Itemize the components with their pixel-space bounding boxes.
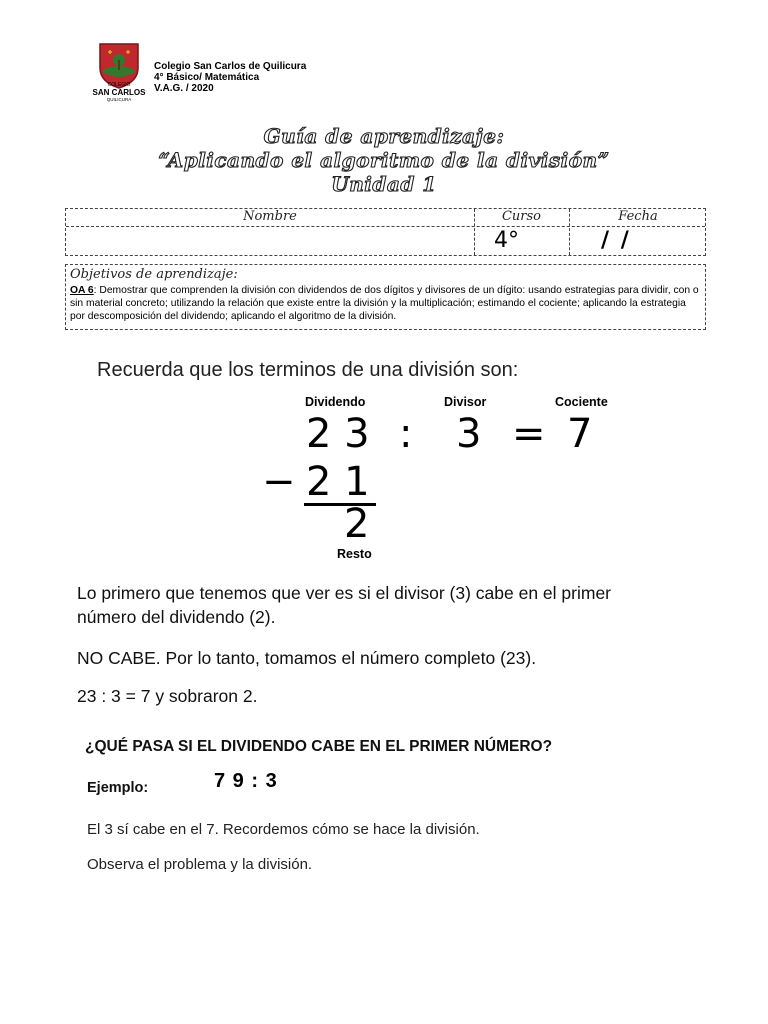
initials-year: V.A.G. / 2020 [154, 83, 214, 94]
course-header: Curso [501, 209, 542, 224]
name-field[interactable] [66, 227, 474, 255]
remainder-label: Resto [337, 547, 372, 561]
example-label: Ejemplo: [87, 780, 149, 796]
school-logo [88, 42, 150, 106]
worksheet-title [0, 124, 768, 196]
title-line-3: Unidad 1 [331, 172, 437, 196]
dividend-value: 2 3 [306, 411, 370, 457]
student-info-table [65, 208, 706, 256]
explanation-paragraph-1 [77, 581, 611, 629]
name-header: Nombre [243, 209, 297, 224]
quotient-label: Cociente [555, 395, 608, 409]
quotient-value: 7 [567, 411, 593, 457]
explanation-paragraph-2: NO CABE. Por lo tanto, tomamos el número completo (23). [77, 648, 537, 668]
terms-heading: Recuerda que los terminos de una división son: [97, 359, 519, 381]
minus-sign: − [262, 459, 296, 505]
explanation-line: Lo primero que tenemos que ver es si el divisor (3) cabe en el primer [77, 583, 611, 603]
school-name: Colegio San Carlos de Quilicura [154, 61, 307, 72]
divisor-value: 3 [456, 411, 482, 457]
section-heading: ¿QUÉ PASA SI EL DIVIDENDO CABE EN EL PRIMER NÚMERO? [85, 738, 553, 755]
school-header [154, 61, 306, 94]
explanation-paragraph-3: 23 : 3 = 7 y sobraron 2. [77, 686, 258, 706]
logo-text-main: SAN CARLOS [92, 88, 146, 97]
observe-instruction: Observa el problema y la división. [87, 856, 313, 873]
logo-text-bottom: QUILICURA [106, 97, 132, 102]
equals-sign: = [512, 411, 546, 457]
title-line-1: Guía de aprendizaje: [263, 124, 505, 148]
example-explanation: El 3 sí cabe en el 7. Recordemos cómo se hace la división. [87, 821, 480, 838]
example-expression: 7 9 : 3 [214, 770, 278, 792]
dividend-label: Dividendo [305, 395, 366, 409]
explanation-line: número del dividendo (2). [77, 607, 276, 627]
objective-code: OA 6 [70, 285, 94, 296]
objectives-box [65, 264, 706, 330]
subtrahend-value: 2 1 [306, 459, 370, 505]
course-field[interactable]: 4° [494, 228, 519, 253]
divisor-label: Divisor [444, 395, 487, 409]
logo-text-top: COLEGIO [107, 82, 131, 88]
objectives-text [70, 284, 701, 323]
title-line-2: “Aplicando el algoritmo de la división” [158, 148, 610, 172]
course-subject: 4° Básico/ Matemática [154, 72, 260, 83]
objective-description: : Demostrar que comprenden la división con dividendos de dos dígitos y divisores de un dígito: usando estrategias para dividir, con o sin material concreto; utilizando la relación que existe entre la división y la multiplicación; estimando el cociente; aplicando la estrategia por descomposición del dividendo; aplicando el algoritmo de la división. [70, 285, 699, 322]
division-colon: : [399, 411, 413, 457]
objectives-title: Objetivos de aprendizaje: [70, 267, 238, 282]
remainder-value: 2 [344, 501, 370, 547]
date-header: Fecha [618, 209, 658, 224]
date-field[interactable]: / / [601, 228, 631, 253]
